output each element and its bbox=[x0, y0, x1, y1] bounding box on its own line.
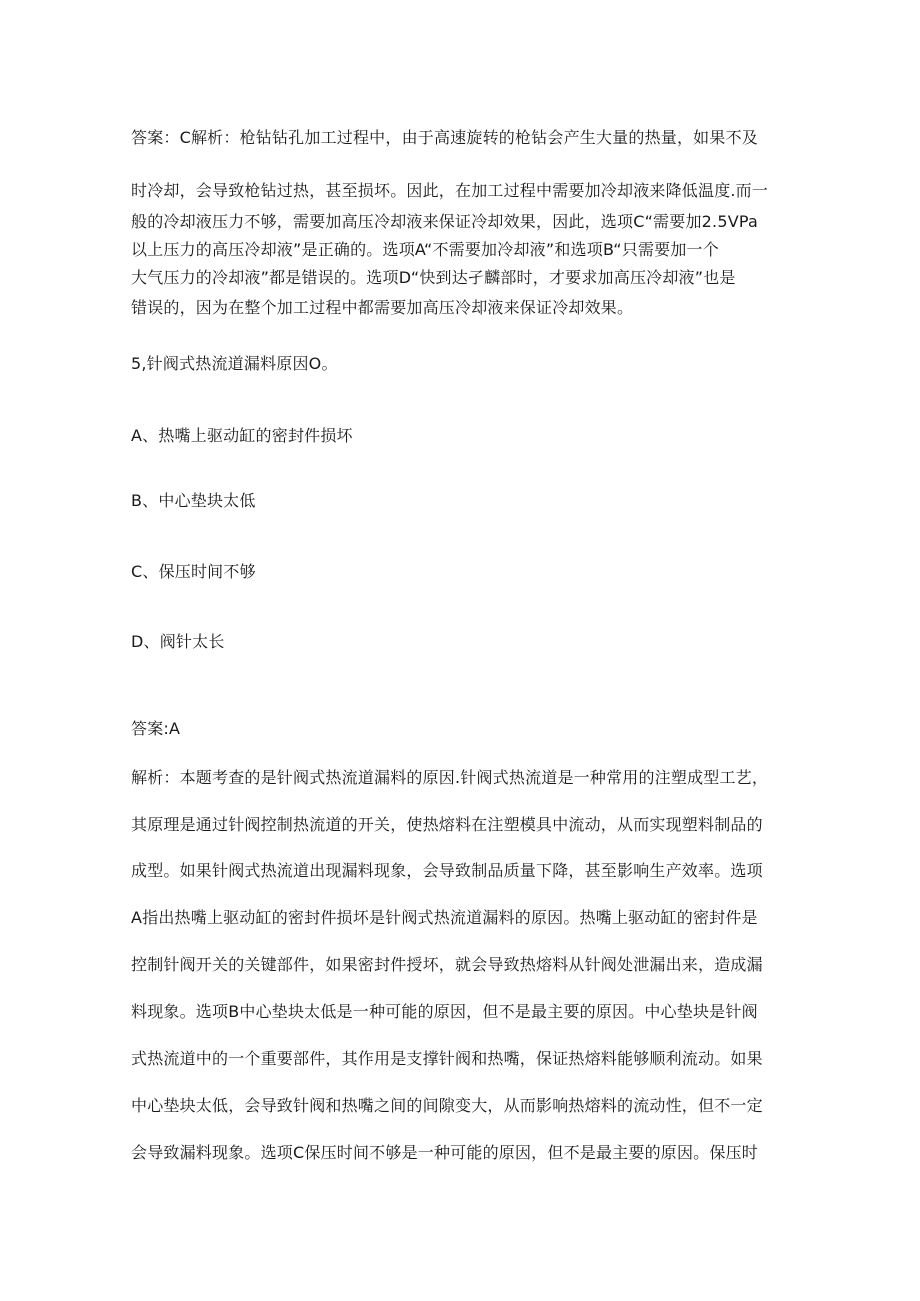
explanation-line: 解析：本题考查的是针阀式热流道漏料的原因.针阀式热流道是一种常用的注塑成型工艺， bbox=[131, 768, 769, 787]
previous-answer-line: 错误的，因为在整个加工过程中都需要加高压冷却液来保证冷却效果。 bbox=[131, 298, 634, 317]
explanation-line: 其原理是通过针阀控制热流道的开关，使热熔料在注塑模具中流动，从而实现塑料制品的 bbox=[131, 815, 763, 834]
question-title: 5,针阀式热流道漏料原因O。 bbox=[131, 354, 338, 373]
explanation-line: 中心垫块太低，会导致针阀和热嘴之间的间隙变大，从而影响热熔料的流动性，但不一定 bbox=[131, 1096, 763, 1115]
previous-answer-line: 答案：C解析：枪钻钻孔加工过程中，由于高速旋转的枪钻会产生大量的热量，如果不及 bbox=[131, 128, 758, 147]
answer-label: 答案:A bbox=[131, 719, 181, 738]
explanation-line: 控制针阀开关的关键部件，如果密封件授坏，就会导致热熔料从针阀处泄漏出来，造成漏 bbox=[131, 955, 763, 974]
previous-answer-line: 般的冷却液压力不够，需要加高压冷却液来保证冷却效果，因此，选项C“需要加2.5VPa bbox=[131, 212, 758, 231]
previous-answer-line: 大气压力的冷却液”都是错误的。选项D“快到达孑麟部时，才要求加高压冷却液”也是 bbox=[131, 268, 736, 287]
explanation-line: 料现象。选项B中心垫块太低是一种可能的原因，但不是最主要的原因。中心垫块是针阀 bbox=[131, 1002, 758, 1021]
option-d: D、阀针太长 bbox=[131, 632, 225, 651]
option-a: A、热嘴上驱动缸的密封件损坏 bbox=[131, 426, 353, 445]
explanation-line: 式热流道中的一个重要部件，其作用是支撑针阀和热嘴，保证热熔料能够顺利流动。如果 bbox=[131, 1049, 763, 1068]
previous-answer-line: 以上压力的高压冷却液”是正确的。选项A“不需要加冷却液”和选项B“只需要加一个 bbox=[131, 240, 719, 259]
explanation-line: 会导致漏料现象。选项C保压时间不够是一种可能的原因，但不是最主要的原因。保压时 bbox=[131, 1143, 758, 1162]
previous-answer-line: 时冷却，会导致枪钻过热，甚至损坏。因此，在加工过程中需要加冷却液来降低温度.而一 bbox=[131, 181, 769, 200]
option-c: C、保压时间不够 bbox=[131, 562, 256, 581]
explanation-line: A指出热嘴上驱动缸的密封件损坏是针阀式热流道漏料的原因。热嘴上驱动缸的密封件是 bbox=[131, 908, 758, 927]
option-b: B、中心垫块太低 bbox=[131, 491, 256, 510]
explanation-line: 成型。如果针阀式热流道出现漏料现象，会导致制品质量下降，甚至影响生产效率。选项 bbox=[131, 861, 763, 880]
